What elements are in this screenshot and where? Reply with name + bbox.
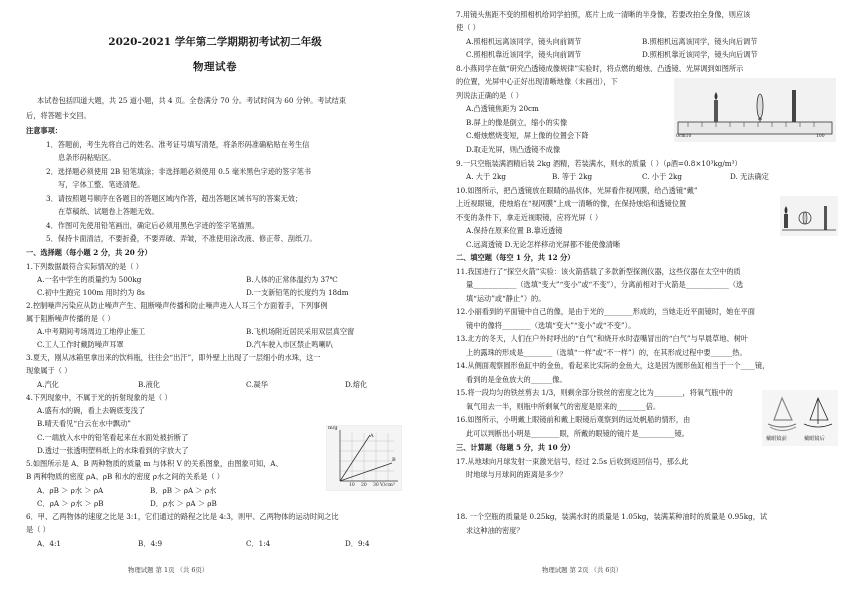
ruler-left-label: 0cm10	[676, 134, 692, 139]
option: C.一端放入水中的铅笔看起来在水面处被折断了	[37, 433, 189, 442]
option: A.汽化	[37, 380, 59, 389]
option: D．ρ水 ＞ ρA ＞ ρB	[150, 499, 217, 508]
option: A.盛有水的碗，看上去碗底变浅了	[37, 406, 146, 415]
option: C.蜡烛燃烧变短，屏上像的位置会下降	[466, 131, 589, 140]
option: B.屏上的像是倒立，缩小的实像	[466, 118, 568, 127]
note-line: 2．选择题必须使用 2B 铅笔填涂；非选择题必须使用 0.5 毫米黑色字迹的签字笔书	[46, 167, 312, 176]
ruler-right-label: 100	[816, 134, 825, 139]
fill-line: 13.北方的冬天，人们在户外时呼出的“白气”和烧开水时壶嘴冒出的“白气”与早晨草地、树叶	[456, 334, 749, 343]
option: A.保持在原来位置 B.靠近透镜	[466, 226, 563, 235]
question-stem: 3.夏天，刚从冰箱里拿出来的饮料瓶，往往会“出汗”，即外壁上出现了一层细小的水珠，这一	[26, 353, 321, 362]
option: B.晴天看见“白云在水中飘动”	[37, 419, 131, 428]
graph-tick: 20	[361, 483, 367, 488]
optical-bench-figure	[674, 78, 836, 142]
note-line: 5．保持卡面清洁，不要折叠，不要弄破、弄皱，不准使用涂改液、修正带、刮纸刀。	[46, 234, 317, 243]
note-line: 息条形码粘贴区。	[58, 153, 116, 162]
option: D.照相机靠近该同学，镜头向后调节	[642, 50, 758, 59]
graph-label-b: B	[392, 457, 396, 463]
question-stem: 1.下列数据最符合实际情况的是（ ）	[26, 262, 143, 271]
question-stem: 2.控制噪声污染应从防止噪声产生、阻断噪声传播和防止噪声进入人耳三个方面着手，下列事例	[26, 301, 328, 310]
option: D.取走光屏，则凸透镜不成像	[466, 145, 561, 154]
fill-line: 看到的是金鱼放大的______像。	[466, 375, 567, 384]
fill-line: 16.如图所示，小明戴上眼镜前和戴上眼镜后观察到的远处帆船的情形，由	[456, 415, 691, 424]
graph-ylabel: m/g	[328, 425, 338, 431]
option: C.照相机靠近该同学，镜头向前调节	[466, 50, 582, 59]
section-heading: 三、计算题（每题 5 分，共 10 分）	[456, 443, 575, 452]
question-stem: 使（ ）	[456, 23, 480, 32]
option: C. 小于 2kg	[642, 172, 683, 181]
option: B．ρB ＞ ρA ＞ ρ水	[150, 486, 217, 495]
option: B.飞机场附近居民采用双层真空窗	[246, 327, 355, 336]
fill-line: 量____________（选填“变大”“变小”或“不变”），分离前相对于火箭是____________（选	[466, 280, 744, 289]
graph-xlabel: V/cm³	[380, 482, 395, 488]
option: C.远离透镜 D.无论怎样移动光屏都不能使像清晰	[466, 240, 621, 249]
question-stem: 7.用镜头焦距不变的照相机给同学拍照，底片上成一清晰的半身像，若要改拍全身像，则应该	[456, 10, 751, 19]
fill-line: 15.将一段均匀的铁丝剪去 1/3，则剩余部分铁丝的密度之比为________，将氧气瓶中的	[456, 388, 733, 397]
option: A.一名中学生的质量约为 500kg	[37, 275, 142, 284]
option: A．4:1	[37, 539, 61, 548]
option: C．1:4	[246, 539, 271, 548]
exam-subtitle: 物理试卷	[193, 61, 237, 73]
question-stem: 列说法正确的是（ ）	[456, 91, 523, 100]
fill-line: 14.从侧面观察圆形鱼缸中的金鱼，看起来比实际的金鱼大，这是因为圆形鱼缸相当于一个____镜，	[456, 361, 770, 370]
boat-label-before: 戴眼镜前	[766, 436, 787, 442]
question-stem: 10.如图所示，把凸透镜放在眼睛的晶状体，光屏看作视网膜，给凸透镜“戴”	[456, 186, 698, 195]
note-line: 在草稿纸、试题卷上答题无效。	[58, 207, 159, 216]
option: C.凝华	[246, 380, 268, 389]
calc-question: 求这种油的密度？	[466, 526, 524, 535]
note-line: 写，字体工整、笔迹清楚。	[58, 180, 145, 189]
question-stem: 上近视眼镜，使烛焰在“视网膜”上成一清晰的像，在保持烛焰和透镜位置	[456, 199, 687, 208]
calc-question: 18. 一个空瓶的质量是 0.25kg，装满水时的质量是 1.05kg，装满某种油时的质量是 0.95kg，试	[456, 512, 768, 521]
option: B. 等于 2kg	[552, 172, 593, 181]
page-2	[430, 0, 860, 607]
fill-line: 镜中的像将________（选填“变大”“变小”或“不变”）。	[466, 321, 636, 330]
fill-line: 11.我国进行了“探空火箭”实验：该火箭搭载了多款新型探测仪器，这些仪器在太空中的质	[456, 267, 741, 276]
option: D. 无法确定	[730, 172, 769, 181]
option: A.照相机远离该同学，镜头向前调节	[466, 37, 582, 46]
fill-line: 上的露珠的形成是________（选填“一样”或“不一样”）的，在其形成过程中要______热。	[466, 348, 747, 357]
sailboat-figure	[762, 390, 838, 446]
boat-label-after: 戴眼镜后	[804, 436, 825, 442]
question-stem: 9.一只空瓶装满酒精后装 2kg 酒精，若装满水，则水的质量（ ）（ρ酒=0.8×10³kg/m³）	[456, 159, 742, 168]
option: A.中考期间考场周边工地停止施工	[37, 327, 146, 336]
exam-title: 2020-2021 学年第二学期期初考试初二年级	[108, 36, 322, 48]
question-stem: 属于阻断噪声传播的是（ ）	[26, 314, 115, 323]
page-footer: 物理试题 第 1页 （共 6页）	[128, 566, 209, 574]
calc-question: 17.从地球向月球发射一束激光信号，经过 2.5s 后收到返回信号，那么此	[456, 457, 689, 466]
notes-heading: 注意事项：	[26, 126, 62, 135]
mass-volume-graph	[326, 425, 402, 491]
option: B．4:9	[138, 539, 163, 548]
question-stem: 是（ ）	[26, 525, 50, 534]
option: B.液化	[138, 380, 160, 389]
option: D.熔化	[345, 380, 368, 389]
fill-line: 氧气用去一半，则瓶中所剩氧气的密度是原来的________倍。	[466, 402, 661, 411]
option: C．ρA ＞ ρ水 ＞ ρB	[37, 499, 104, 508]
note-line: 4．作图可先使用铅笔画出，确定后必须用黑色字迹的签字笔描黑。	[46, 221, 260, 230]
question-stem: 的位置，光屏中心正好出现清晰地像（未画出），下	[456, 77, 618, 86]
option: A．ρB ＞ ρ水 ＞ ρA	[37, 486, 104, 495]
fill-line: 填“运动”或“静止”）的。	[466, 294, 546, 303]
graph-label-a: A	[370, 433, 374, 439]
graph-tick: 10	[349, 483, 355, 488]
page-footer: 物理试题 第 2页 （共 6页）	[542, 566, 623, 574]
calc-question: 时地球与月球间的距离是多少？	[466, 470, 567, 479]
question-stem: 4.下列现象中，不属于光的折射现象的是（ ）	[26, 393, 172, 402]
question-stem: 8.小燕同学在做“研究凸透镜成像规律”实验时，将点燃的蜡烛、凸透镜、光屏调到如图所示	[456, 64, 744, 73]
option: A. 大于 2kg	[466, 172, 506, 181]
fill-line: 此可以判断出小明是________眼，所戴的眼镜的镜片是__________镜。	[466, 429, 689, 438]
fill-line: 12.小丽看到的平面镜中自己的像，是由于光的________形成的，当她走近平面镜时，她在平面	[456, 307, 755, 316]
question-stem: 不变的条件下，拿走近视眼镜，应将光屏（ ）	[456, 213, 603, 222]
option: C.初中生跑完 100m 用时约为 8s	[37, 288, 145, 297]
eye-lens-figure	[780, 196, 838, 236]
question-stem: 6．甲、乙两物体的速度之比是 3:1，它们通过的路程之比是 4:3，则甲、乙两物体的运动时间之比	[26, 512, 339, 521]
option: B.照相机远离该同学，镜头向后调节	[642, 37, 758, 46]
intro-line: 本试卷包括四道大题，共 25 道小题，共 4 页。全卷满分 70 分。考试时间为 60 分钟。考试结束	[37, 96, 347, 105]
intro-line: 后，将答题卡交回。	[26, 111, 91, 120]
section-heading: 一、选择题（每小题 2 分，共 20 分）	[26, 248, 152, 257]
option: D.汽车驶入市区禁止鸣喇叭	[246, 340, 333, 349]
question-stem: B 两种物质的密度 ρA、ρB 和水的密度 ρ水之间的关系是（ ）	[26, 472, 224, 481]
option: A.凸透镜焦距为 20cm	[466, 104, 539, 113]
section-heading: 二、填空题（每空 1 分，共 12 分）	[456, 253, 575, 262]
note-line: 3．请按照题号顺序在各题目的答题区域内作答，超出答题区域书写的答案无效；	[46, 194, 303, 203]
option: D．9:4	[345, 539, 370, 548]
option: B.人体的正常体温约为 37℃	[246, 275, 338, 284]
option: D.一支新铅笔的长度约为 18dm	[246, 288, 349, 297]
option: D.透过一张透明塑料纸上的水珠看到的字放大了	[37, 446, 189, 455]
graph-tick: 30	[373, 483, 379, 488]
question-stem: 5.如图所示是 A、B 两种物质的质量 m 与体积 V 的关系图象，由图象可知，A、	[26, 459, 283, 468]
option: C.工人工作时戴防噪声耳罩	[37, 340, 124, 349]
note-line: 1．答题前，考生先将自己的姓名、准考证号填写清楚，将条形码准确粘贴在考生信	[46, 140, 310, 149]
question-stem: 现象属于（ ）	[26, 366, 72, 375]
